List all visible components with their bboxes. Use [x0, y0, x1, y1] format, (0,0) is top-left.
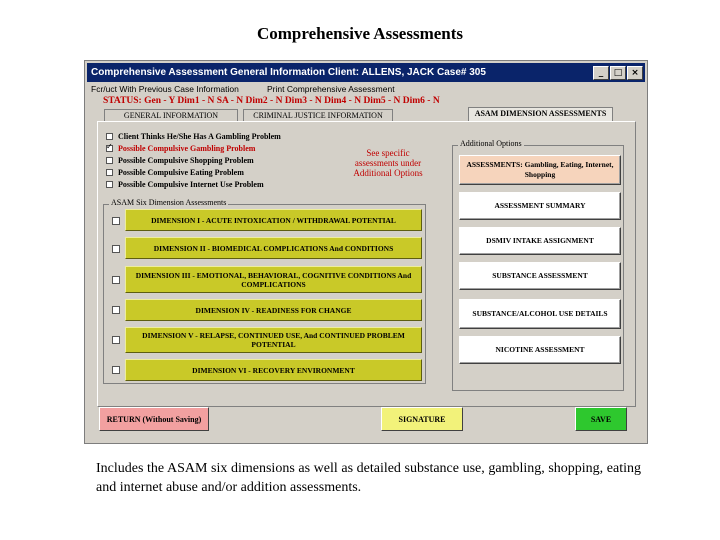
return-button[interactable]: RETURN (Without Saving)	[99, 407, 209, 431]
menu-item-print-assessment[interactable]: Print Comprehensive Assessment	[267, 84, 395, 94]
dimension-3-checkbox[interactable]	[112, 276, 120, 284]
menu-item-previous-case[interactable]: Fcr/uct With Previous Case Information	[91, 84, 239, 94]
window-title-bar[interactable]	[87, 63, 645, 82]
dimension-5-button[interactable]: DIMENSION V - RELAPSE, CONTINUED USE, And CONTINUED PROBLEM POTENTIAL	[125, 327, 422, 353]
option-compulsive-shopping[interactable]	[106, 156, 254, 165]
close-icon[interactable]: ×	[627, 66, 643, 80]
option-gambling-thinks[interactable]	[106, 132, 281, 141]
tab-general-information[interactable]: GENERAL INFORMATION	[104, 109, 238, 121]
dimension-1-button[interactable]: DIMENSION I - ACUTE INTOXICATION / WITHDRAWAL POTENTIAL	[125, 209, 422, 231]
minimize-icon[interactable]: _	[593, 66, 609, 80]
window-title: Comprehensive Assessment General Information Client: ALLENS, JACK Case# 305	[91, 67, 486, 78]
substance-alcohol-details-button[interactable]: SUBSTANCE/ALCOHOL USE DETAILS	[459, 299, 621, 329]
menu-bar	[87, 83, 645, 96]
option-compulsive-eating[interactable]	[106, 168, 244, 177]
specific-assessments-button[interactable]: ASSESSMENTS: Gambling, Eating, Internet, Shopping	[459, 155, 621, 185]
checkbox[interactable]	[106, 181, 113, 188]
dimension-2-button[interactable]: DIMENSION II - BIOMEDICAL COMPLICATIONS And CONDITIONS	[125, 237, 422, 259]
asam-frame-label: ASAM Six Dimension Assessments	[111, 198, 227, 207]
checkbox[interactable]	[106, 169, 113, 176]
slide-title: Comprehensive Assessments	[256, 24, 464, 43]
dimension-6-button[interactable]: DIMENSION VI - RECOVERY ENVIRONMENT	[125, 359, 422, 381]
dimension-6-checkbox[interactable]	[112, 366, 120, 374]
checkbox[interactable]	[106, 157, 113, 164]
tab-asam-dimension[interactable]: ASAM DIMENSION ASSESSMENTS	[468, 107, 613, 122]
tab-criminal-justice[interactable]: CRIMINAL JUSTICE INFORMATION	[243, 109, 393, 121]
asam-dimensions-frame	[103, 204, 426, 384]
dsmiv-intake-button[interactable]: DSMIV INTAKE ASSIGNMENT	[459, 227, 621, 255]
dimension-4-checkbox[interactable]	[112, 306, 120, 314]
checkbox-checked[interactable]	[106, 145, 113, 152]
checkbox[interactable]	[106, 133, 113, 140]
option-label: Possible Compulsive Eating Problem	[118, 168, 244, 177]
assessment-summary-button[interactable]: ASSESSMENT SUMMARY	[459, 192, 621, 220]
nicotine-assessment-button[interactable]: NICOTINE ASSESSMENT	[459, 336, 621, 364]
signature-button[interactable]: SIGNATURE	[381, 407, 463, 431]
option-compulsive-internet[interactable]	[106, 180, 264, 189]
option-compulsive-gambling[interactable]	[106, 144, 255, 153]
save-button[interactable]: SAVE	[575, 407, 627, 431]
option-label: Possible Compulsive Internet Use Problem	[118, 180, 264, 189]
status-line: STATUS: Gen - Y Dim1 - N SA - N Dim2 - N Dim3 - N Dim4 - N Dim5 - N Dim6 - N	[103, 96, 440, 106]
maximize-icon[interactable]: □	[610, 66, 626, 80]
dimension-2-checkbox[interactable]	[112, 245, 120, 253]
see-specific-note: See specific assessments under Additional Options	[353, 148, 423, 178]
additional-options-label: Additional Options	[460, 139, 522, 148]
option-label: Possible Compulsive Shopping Problem	[118, 156, 254, 165]
dimension-1-checkbox[interactable]	[112, 217, 120, 225]
option-label: Possible Compulsive Gambling Problem	[118, 144, 256, 153]
option-label: Client Thinks He/She Has A Gambling Problem	[118, 132, 281, 141]
dimension-3-button[interactable]: DIMENSION III - EMOTIONAL, BEHAVIORAL, COGNITIVE CONDITIONS And COMPLICATIONS	[125, 266, 422, 293]
substance-assessment-button[interactable]: SUBSTANCE ASSESSMENT	[459, 262, 621, 290]
dimension-5-checkbox[interactable]	[112, 336, 120, 344]
slide-caption: Includes the ASAM six dimensions as well as detailed substance use, gambling, shopping, eating and internet abuse and/or addition assessments.	[96, 461, 641, 495]
assessment-window	[84, 60, 648, 444]
dimension-4-button[interactable]: DIMENSION IV - READINESS FOR CHANGE	[125, 299, 422, 321]
